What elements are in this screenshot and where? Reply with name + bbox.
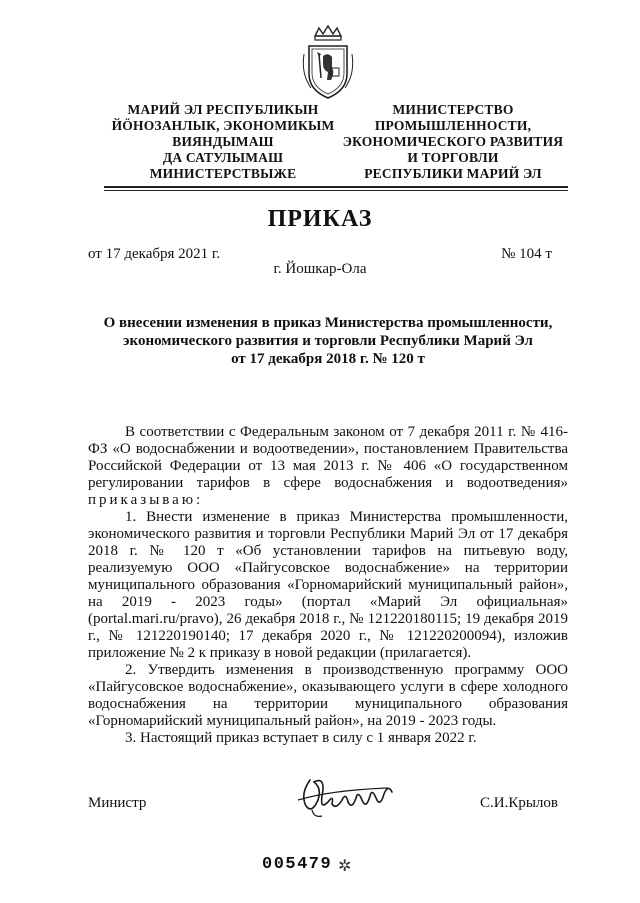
subject-line: от 17 декабря 2018 г. № 120 т <box>231 351 425 367</box>
preamble-text: В соответствии с Федеральным законом от 7 декабря 2011 г. № 416-ФЗ «О водоснабжении и водоотведении», постановлением Правительства Российской Федерации от 13 мая 2013 г. № 406 «О государственном регулировании тарифов в сфере водоснабжения и водоотведения» <box>88 424 568 491</box>
header-divider-thick <box>104 186 568 188</box>
header-right-line: ПРОМЫШЛЕННОСТИ, <box>374 118 532 133</box>
order-item: 1. Внести изменение в приказ Министерства промышленности, экономического развития и торговли Республики Марий Эл от 17 декабря 2018 г. № 120 т «Об установлении тарифов на питьевую воду, реализуемую ООО «Пайгусовское водоснабжение» на территории муниципального образования «Горномарийский муниципальный район», на 2019 - 2023 годы» (портал «Марий Эл официальная» (portal.mari.ru/pravo), 26 декабря 2018 г., № 121220180115; 19 декабря 2019 г., № 121220190140; 17 декабря 2020 г., № 121220200094), изложив приложение № 2 к приказу в новой редакции (прилагается). <box>88 509 568 661</box>
header-left-line: ЙӦНОЗАНЛЫК, ЭКОНОМИКЫМ <box>111 118 335 133</box>
document-date: от 17 декабря 2021 г. <box>88 246 221 262</box>
header-right-block <box>338 102 568 182</box>
document-number: № 104 т <box>501 246 552 262</box>
header-right-line: ЭКОНОМИЧЕСКОГО РАЗВИТИЯ <box>342 134 564 149</box>
header-left-line: МАРИЙ ЭЛ РЕСПУБЛИКЫН <box>127 102 319 117</box>
header-left-line: ВИЯНДЫМАШ <box>172 134 274 149</box>
order-item: 2. Утвердить изменения в производственную программу ООО «Пайгусовское водоснабжение», оказывающего услуги в сфере холодного водоснабжения на территории муниципального образования «Горномарийский муниципальный район», на 2019 - 2023 годы. <box>88 662 568 729</box>
document-body <box>88 424 568 747</box>
header-right-line: И ТОРГОВЛИ <box>407 150 499 165</box>
document-subject <box>88 314 568 368</box>
header-right-line: МИНИСТЕРСТВО <box>392 102 514 117</box>
header-divider-thin <box>104 190 568 191</box>
preamble-paragraph <box>88 424 568 509</box>
header-left-block <box>88 102 358 182</box>
signer-name: С.И.Крылов <box>480 795 558 811</box>
handwritten-signature <box>292 770 404 822</box>
coat-of-arms-icon <box>301 24 355 102</box>
asterisk-icon: ✲ <box>338 858 352 875</box>
subject-line: О внесении изменения в приказ Министерства промышленности, <box>103 315 553 331</box>
document-title: ПРИКАЗ <box>267 206 373 232</box>
header-left-line: МИНИСТЕРСТВЫЖЕ <box>149 166 297 181</box>
subject-line: экономического развития и торговли Республики Марий Эл <box>123 333 533 349</box>
order-item: 3. Настоящий приказ вступает в силу с 1 января 2022 г. <box>125 730 477 746</box>
signer-title: Министр <box>88 795 147 811</box>
serial-number: 005479 <box>262 855 333 874</box>
header-left-line: ДА САТУЛЫМАШ <box>162 150 284 165</box>
header-right-line: РЕСПУБЛИКИ МАРИЙ ЭЛ <box>364 166 542 181</box>
order-word: приказываю: <box>88 492 204 508</box>
document-city: г. Йошкар-Ола <box>273 261 367 277</box>
